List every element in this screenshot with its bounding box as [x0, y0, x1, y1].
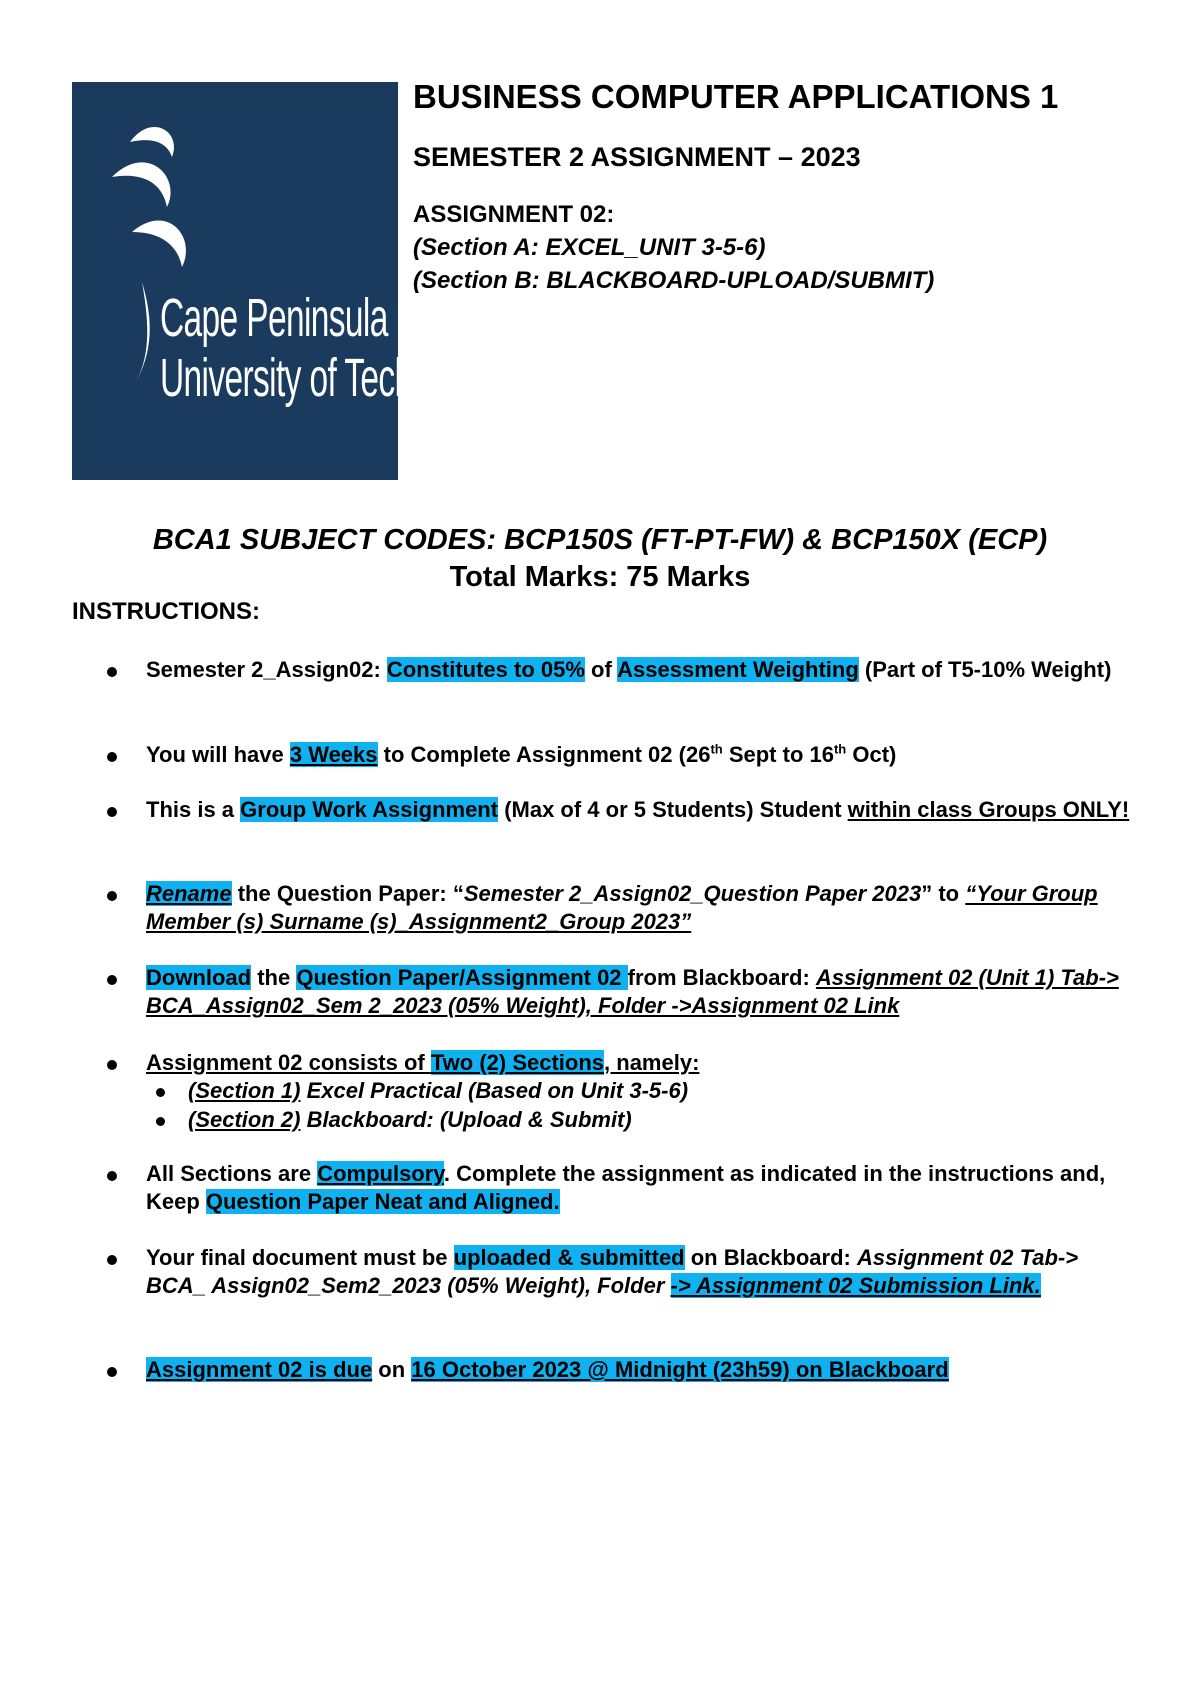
highlight-text: Compulsory — [317, 1161, 444, 1186]
highlight-text: Assignment 02 is due — [146, 1357, 373, 1382]
highlight-text: 3 Weeks — [289, 742, 378, 767]
bullet-icon — [107, 1255, 117, 1265]
instruction-item-submission: Your final document must be uploaded & submitted on Blackboard: Assignment 02 Tab-> BCA_ Assign02_Sem2_2023 (05% Weight), Folder -> Assignment 02 Submission Link. — [146, 1245, 1079, 1298]
instruction-item-compulsory: All Sections are Compulsory. Complete the assignment as indicated in the instructions and, Keep Question Paper Neat and Aligned. — [146, 1161, 1106, 1214]
document-title: BUSINESS COMPUTER APPLICATIONS 1 — [413, 78, 1059, 115]
highlight-text: Download — [146, 965, 252, 990]
highlight-text: Constitutes to 05% — [386, 657, 585, 682]
wave-emblem-icon — [72, 82, 398, 480]
highlight-text: Two (2) Sections — [430, 1050, 605, 1075]
instruction-item-weighting: Semester 2_Assign02: Constitutes to 05% of Assessment Weighting (Part of T5-10% Weight) — [146, 657, 1112, 682]
highlight-text: uploaded & submitted — [453, 1245, 685, 1270]
sub-item-section-1: (Section 1) Excel Practical (Based on Unit 3-5-6) — [188, 1078, 689, 1103]
logo-text-line2: University of Technology — [160, 348, 508, 408]
bullet-icon — [107, 807, 117, 817]
subject-codes: BCA1 SUBJECT CODES: BCP150S (FT-PT-FW) & BCP150X (ECP) — [152, 524, 1048, 556]
assignment-heading: ASSIGNMENT 02: — [413, 201, 615, 228]
bullet-icon — [156, 1088, 165, 1097]
highlight-text: -> Assignment 02 Submission Link. — [670, 1273, 1041, 1298]
bullet-icon — [107, 1367, 117, 1377]
instruction-item-due-date: Assignment 02 is due on 16 October 2023 @ Midnight (23h59) on Blackboard — [146, 1357, 949, 1382]
bullet-icon — [107, 667, 117, 677]
total-marks: Total Marks: 75 Marks — [449, 561, 751, 593]
highlight-text: Rename — [146, 881, 232, 906]
instructions-heading: INSTRUCTIONS: — [72, 598, 260, 625]
highlight-text: Assessment Weighting — [617, 657, 859, 682]
bullet-icon — [107, 975, 117, 985]
instruction-item-sections: Assignment 02 consists of Two (2) Sections, namely: — [146, 1050, 700, 1075]
bullet-icon — [107, 891, 117, 901]
highlight-text: Group Work Assignment — [240, 797, 499, 822]
instruction-item-duration: You will have 3 Weeks to Complete Assignment 02 (26th Sept to 16th Oct) — [146, 741, 897, 767]
highlight-text: Question Paper Neat and Aligned. — [205, 1189, 560, 1214]
instruction-item-group-work: This is a Group Work Assignment (Max of 4 or 5 Students) Student within class Groups ONLY! — [146, 797, 1130, 822]
section-a-heading: (Section A: EXCEL_UNIT 3-5-6) — [413, 234, 766, 261]
instruction-item-rename: Rename the Question Paper: “Semester 2_Assign02_Question Paper 2023” to “Your Group Member (s) Surname (s)_Assignment2_Group 2023” — [146, 881, 1098, 934]
highlight-text: Question Paper/Assignment 02 — [296, 965, 628, 990]
highlight-text: 16 October 2023 @ Midnight (23h59) on Blackboard — [411, 1357, 949, 1382]
semester-heading: SEMESTER 2 ASSIGNMENT – 2023 — [413, 142, 861, 172]
bullet-icon — [107, 752, 117, 762]
bullet-icon — [107, 1060, 117, 1070]
bullet-icon — [107, 1171, 117, 1181]
bullet-icon — [156, 1117, 165, 1126]
university-logo — [72, 82, 508, 480]
instruction-item-download: Download the Question Paper/Assignment 02 from Blackboard: Assignment 02 (Unit 1) Tab-> BCA_Assign02_Sem 2_2023 (05% Weight), Folder ->Assignment 02 Link — [146, 965, 1119, 1018]
logo-text-line1: Cape Peninsula — [160, 288, 388, 348]
sub-item-section-2: (Section 2) Blackboard: (Upload & Submit) — [188, 1107, 632, 1132]
section-b-heading: (Section B: BLACKBOARD-UPLOAD/SUBMIT) — [413, 267, 935, 294]
